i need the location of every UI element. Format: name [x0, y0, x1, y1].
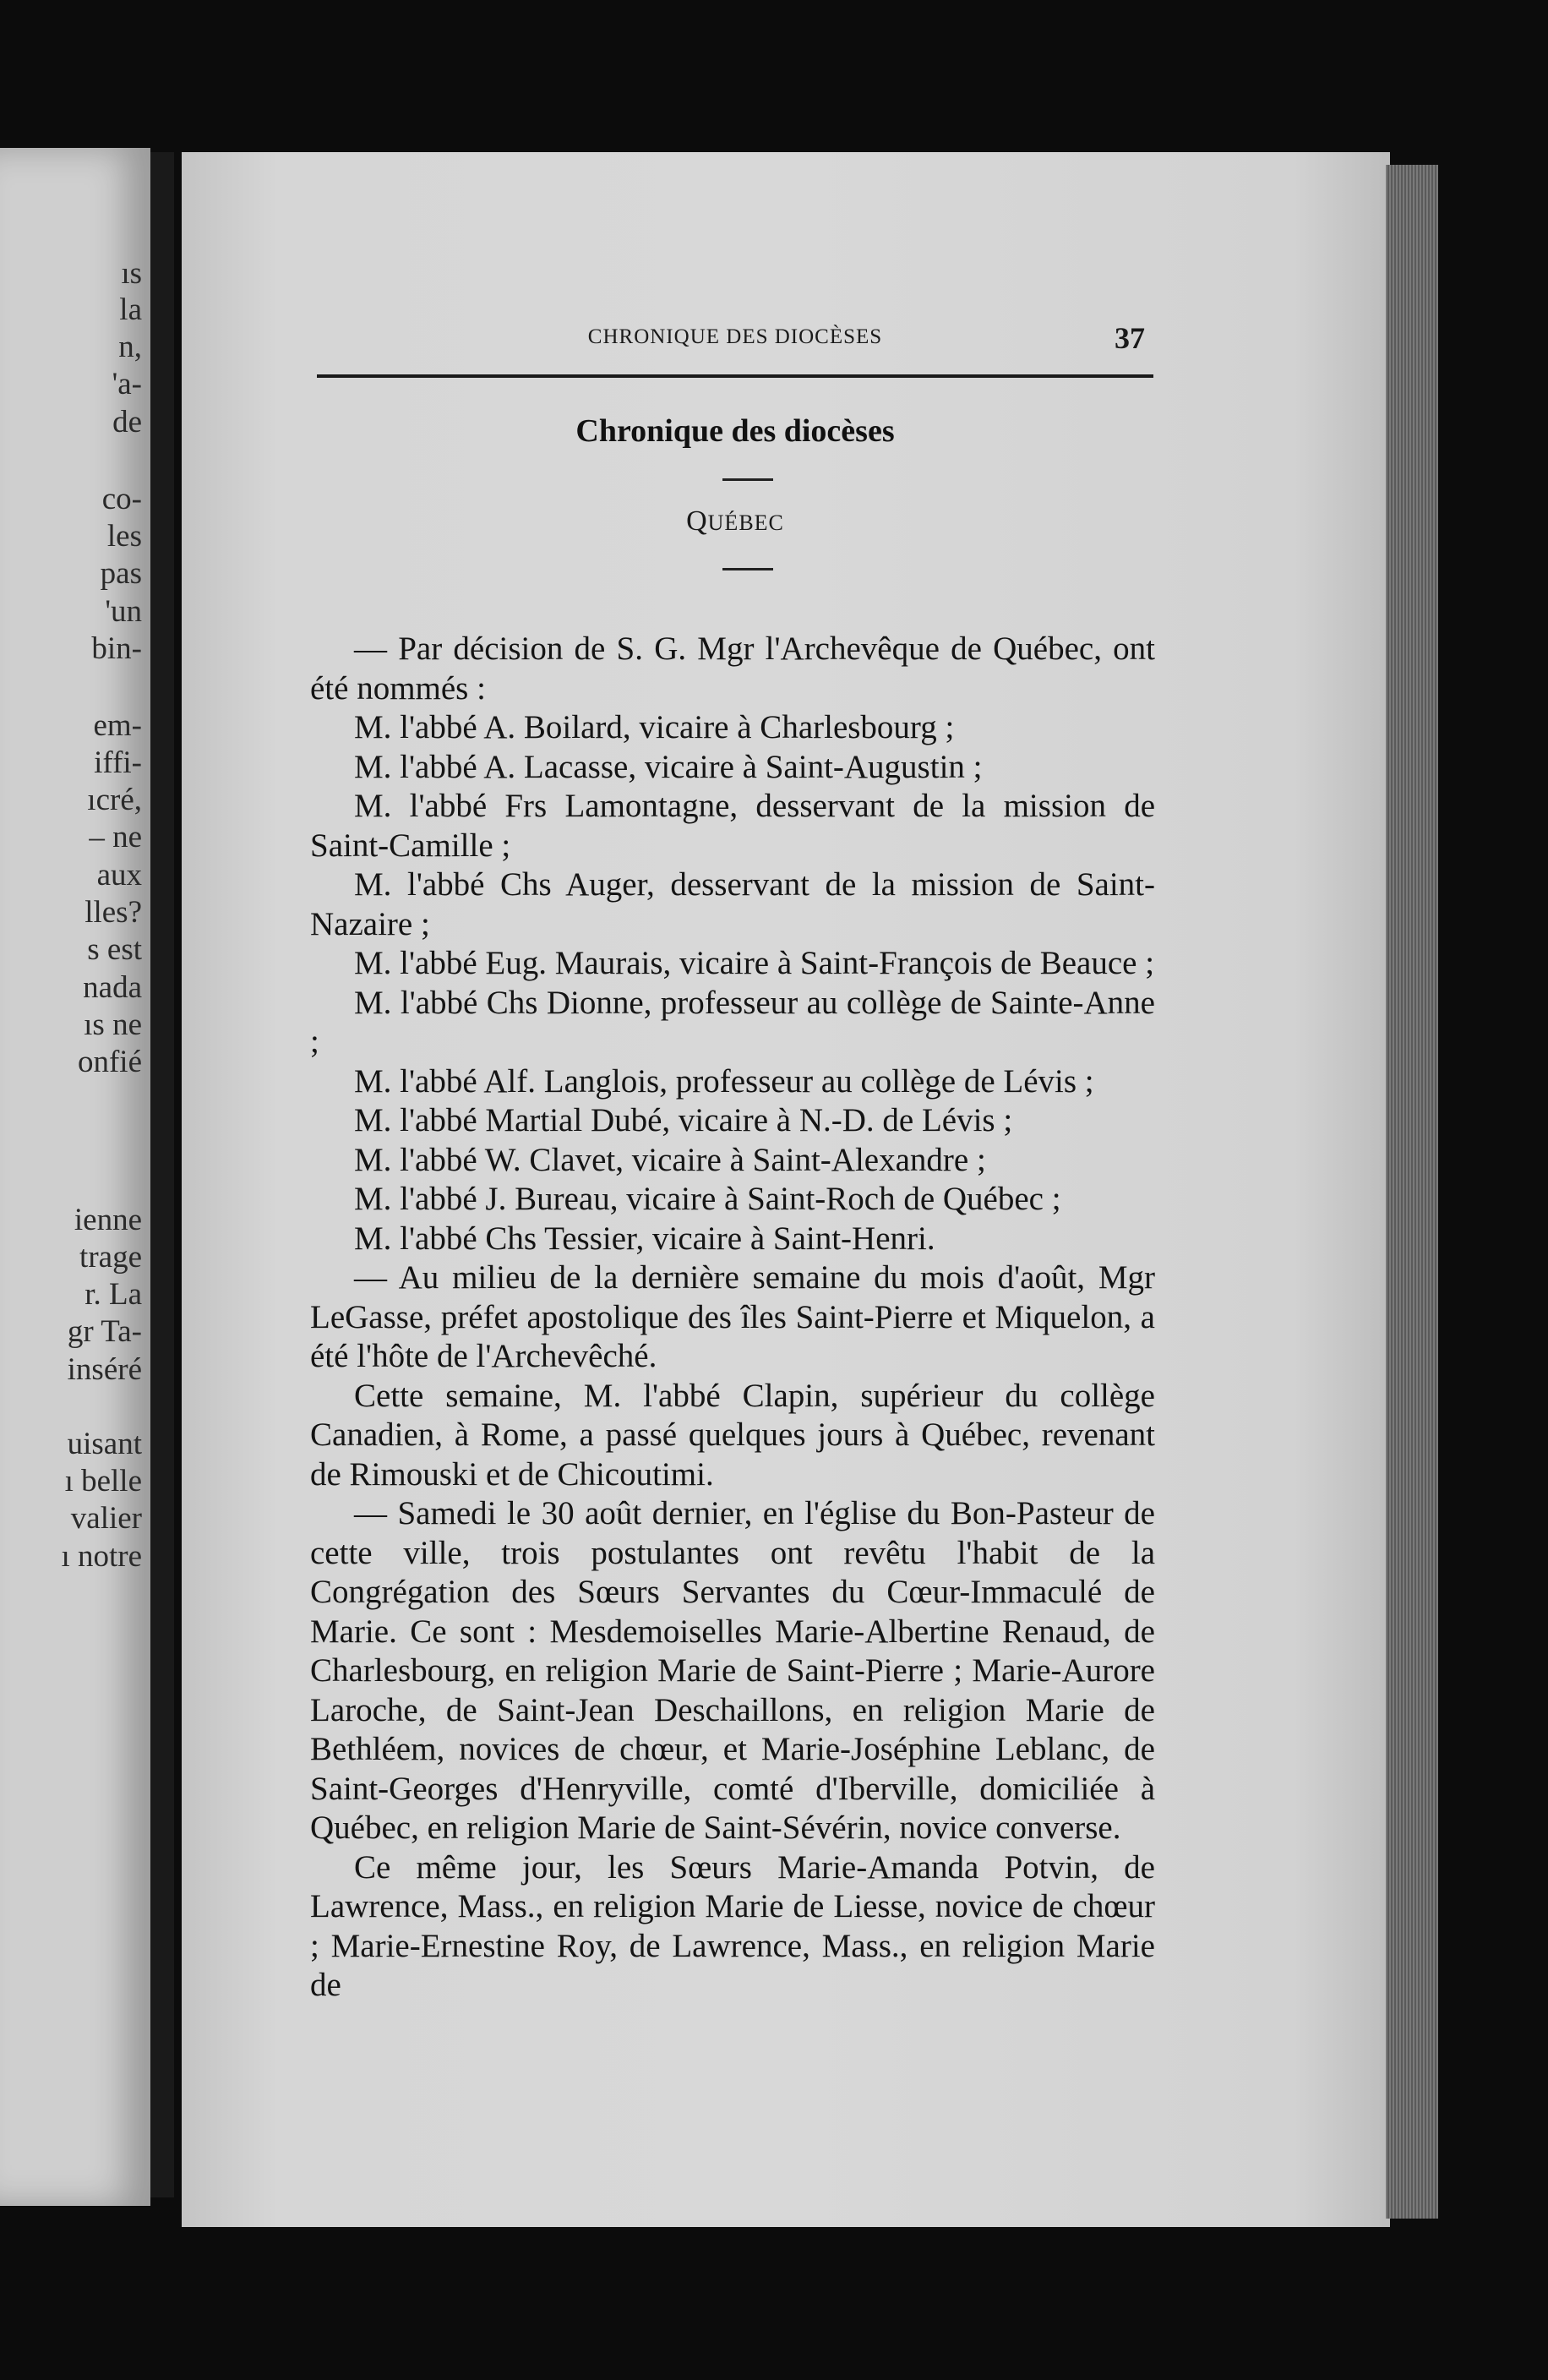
left-page-text-fragment: ienne: [74, 1203, 142, 1237]
left-page-text-fragment: la: [119, 292, 142, 327]
body-paragraph: — Samedi le 30 août dernier, en l'église du Bon-Pasteur de cette ville, trois postulantes ont revêtu l'habit de la Congrégation des Sœurs Servantes du Cœur-Immaculé de Marie. Ce sont : Mesdemoiselles Marie-Albertine Renaud, de Charlesbourg, en religion Marie de Saint-Pierre ; Marie-Aurore Laroche, de Saint-Jean Deschaillons, en religion Marie de Bethléem, novices de chœur, et Marie-Joséphine Leblanc, de Saint-Georges d'Henryville, comté d'Iberville, domiciliée à Québec, en religion Marie de Saint-Sévérin, novice converse.: [310, 1495, 1155, 1846]
page-edges: [1386, 165, 1438, 2219]
title-dash: [722, 478, 773, 481]
left-page-text-fragment: gr Ta-: [67, 1314, 142, 1349]
left-page-text-fragment: ıs ne: [84, 1007, 142, 1042]
left-page-text-fragment: trage: [79, 1240, 142, 1275]
body-paragraph: M. l'abbé Eug. Maurais, vicaire à Saint-François de Beauce ;: [354, 945, 1155, 981]
left-page-text-fragment: les: [106, 519, 142, 554]
body-paragraph: M. l'abbé Chs Auger, desservant de la mission de Saint-Nazaire ;: [310, 866, 1155, 942]
left-page-text-fragment: de: [112, 405, 142, 439]
left-page-text-fragment: 'a-: [112, 367, 142, 401]
page-header: [317, 321, 1153, 359]
left-page-text-fragment: iffi-: [94, 745, 142, 780]
left-page-text-fragment: – ne: [89, 820, 142, 854]
book-page: [182, 152, 1390, 2227]
article-body: [310, 630, 1155, 2006]
body-paragraph: — Par décision de S. G. Mgr l'Archevêque de Québec, ont été nommés :: [310, 630, 1155, 707]
diocese-heading-initial: Q: [686, 505, 708, 537]
left-page-text-fragment: pas: [100, 556, 142, 591]
body-paragraph: M. l'abbé W. Clavet, vicaire à Saint-Alexandre ;: [354, 1141, 986, 1178]
body-paragraph: M. l'abbé Martial Dubé, vicaire à N.-D. de Lévis ;: [354, 1102, 1013, 1138]
left-page-text-fragment: ı notre: [61, 1539, 142, 1574]
left-page-text-fragment: uisant: [67, 1427, 142, 1461]
left-page-text-fragment: ı belle: [64, 1464, 142, 1498]
left-page-text-fragment: co-: [101, 482, 142, 516]
left-page-text-fragment: valier: [70, 1501, 142, 1536]
page-number: 37: [1115, 321, 1145, 355]
left-page-text-fragment: 'un: [105, 594, 142, 629]
left-page-text-fragment: onfié: [77, 1045, 142, 1079]
left-page-text-fragment: aux: [96, 858, 142, 892]
body-paragraph: M. l'abbé A. Lacasse, vicaire à Saint-Augustin ;: [354, 748, 983, 785]
left-page-text-fragment: bin-: [91, 631, 142, 666]
body-paragraph: M. l'abbé J. Bureau, vicaire à Saint-Roch de Québec ;: [354, 1181, 1061, 1217]
body-paragraph: M. l'abbé Chs Tessier, vicaire à Saint-Henri.: [354, 1220, 935, 1257]
left-page-text-fragment: s est: [87, 932, 142, 967]
body-paragraph: M. l'abbé A. Boilard, vicaire à Charlesbourg ;: [354, 709, 955, 745]
left-page-text-fragment: n,: [118, 330, 142, 364]
diocese-heading-rest: UÉBEC: [707, 510, 784, 535]
left-page-text-fragment: nada: [83, 970, 142, 1005]
body-paragraph: M. l'abbé Alf. Langlois, professeur au collège de Lévis ;: [354, 1062, 1094, 1100]
left-page-text-fragment: inséré: [67, 1352, 142, 1387]
left-page-text-fragment: ıcré,: [87, 783, 142, 817]
left-page-text-fragment: lles?: [84, 895, 142, 930]
left-page-text-fragment: em-: [93, 708, 142, 743]
body-paragraph: M. l'abbé Chs Dionne, professeur au collège de Sainte-Anne ;: [310, 984, 1155, 1060]
body-paragraph: — Au milieu de la dernière semaine du mois d'août, Mgr LeGasse, préfet apostolique des îles Saint-Pierre et Miquelon, a été l'hôte de l'Archevêché.: [310, 1259, 1155, 1374]
left-page-text-fragment: ıs: [121, 256, 142, 291]
header-rule: [317, 374, 1153, 378]
body-paragraph: M. l'abbé Frs Lamontagne, desservant de la mission de Saint-Camille ;: [310, 788, 1155, 864]
left-page-text-fragment: r. La: [84, 1277, 142, 1312]
diocese-heading: [317, 505, 1153, 538]
body-paragraph: Ce même jour, les Sœurs Marie-Amanda Potvin, de Lawrence, Mass., en religion Marie de Liesse, novice de chœur ; Marie-Ernestine Roy, de Lawrence, Mass., en religion Marie de: [310, 1848, 1155, 2003]
subsection-dash: [722, 568, 773, 570]
running-title: CHRONIQUE DES DIOCÈSES: [587, 325, 883, 348]
body-paragraph: Cette semaine, M. l'abbé Clapin, supérieur du collège Canadien, à Rome, a passé quelques jours à Québec, revenant de Rimouski et de Chicoutimi.: [310, 1377, 1155, 1493]
book-gutter: [150, 152, 174, 2197]
previous-page-fragment: [0, 148, 150, 2206]
article-title: Chronique des diocèses: [575, 413, 895, 449]
